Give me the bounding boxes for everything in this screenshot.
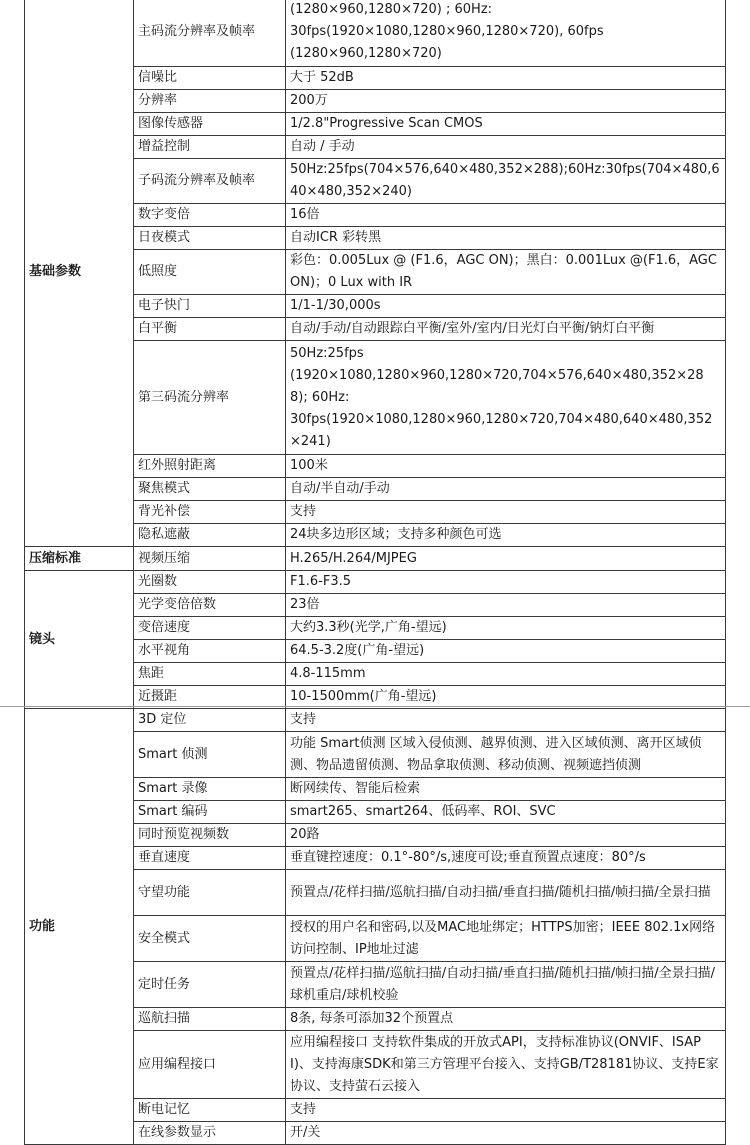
param-label: 隐私遮蔽 xyxy=(134,524,286,547)
param-label: 第三码流分辨率 xyxy=(134,341,286,455)
param-label: 红外照射距离 xyxy=(134,455,286,478)
category-label: 镜头 xyxy=(25,571,134,709)
param-value: 8条, 每条可添加32个预置点 xyxy=(286,1008,726,1031)
spec-row xyxy=(25,547,726,571)
param-label: Smart 录像 xyxy=(134,778,286,801)
spec-row xyxy=(25,0,726,67)
spec-table xyxy=(24,0,726,1145)
param-value: 断网续传、智能后检索 xyxy=(286,778,726,801)
param-label: 白平衡 xyxy=(134,318,286,341)
param-label: 巡航扫描 xyxy=(134,1008,286,1031)
param-value: 开/关 xyxy=(286,1122,726,1145)
param-value: 23倍 xyxy=(286,594,726,617)
category-label: 基础参数 xyxy=(25,0,134,547)
param-value: 64.5-3.2度(广角-望远) xyxy=(286,640,726,663)
param-label: 光圈数 xyxy=(134,571,286,594)
param-label: 日夜模式 xyxy=(134,227,286,250)
param-label: 光学变倍倍数 xyxy=(134,594,286,617)
param-value: 200万 xyxy=(286,90,726,113)
param-value: H.265/H.264/MJPEG xyxy=(286,547,726,571)
param-label: 应用编程接口 xyxy=(134,1031,286,1099)
param-value: 预置点/花样扫描/巡航扫描/自动扫描/垂直扫描/随机扫描/帧扫描/全景扫描 xyxy=(286,870,726,916)
param-label: 守望功能 xyxy=(134,870,286,916)
param-label: 近摄距 xyxy=(134,686,286,709)
category-label: 功能 xyxy=(25,709,134,1145)
spec-row xyxy=(25,571,726,594)
param-label: 低照度 xyxy=(134,250,286,295)
param-label: 增益控制 xyxy=(134,136,286,159)
param-label: 图像传感器 xyxy=(134,113,286,136)
param-value: 自动/半自动/手动 xyxy=(286,478,726,501)
param-label: 电子快门 xyxy=(134,295,286,318)
param-label: 分辨率 xyxy=(134,90,286,113)
param-label: 焦距 xyxy=(134,663,286,686)
param-value: (1280×960,1280×720) ; 60Hz: 30fps(1920×1080,1280×960,1280×720), 60fps (1280×960,1280×720) xyxy=(286,0,726,67)
param-label: 定时任务 xyxy=(134,962,286,1008)
param-value: 自动ICR 彩转黑 xyxy=(286,227,726,250)
param-value: 授权的用户名和密码,以及MAC地址绑定；HTTPS加密；IEEE 802.1x网络访问控制、IP地址过滤 xyxy=(286,916,726,962)
param-value: 20路 xyxy=(286,824,726,847)
param-value: 1/2.8"Progressive Scan CMOS xyxy=(286,113,726,136)
param-value: 垂直键控速度：0.1°-80°/s,速度可设;垂直预置点速度：80°/s xyxy=(286,847,726,870)
param-value: 50Hz:25fps(704×576,640×480,352×288);60Hz:30fps(704×480,640×480,352×240) xyxy=(286,159,726,204)
param-label: 变倍速度 xyxy=(134,617,286,640)
param-label: 聚焦模式 xyxy=(134,478,286,501)
param-label: 子码流分辨率及帧率 xyxy=(134,159,286,204)
param-value: 支持 xyxy=(286,709,726,732)
param-value: 4.8-115mm xyxy=(286,663,726,686)
param-label: 断电记忆 xyxy=(134,1099,286,1122)
param-label: 同时预览视频数 xyxy=(134,824,286,847)
param-label: 安全模式 xyxy=(134,916,286,962)
param-value: 应用编程接口 支持软件集成的开放式API，支持标准协议(ONVIF、ISAPI)、支持海康SDK和第三方管理平台接入、支持GB/T28181协议、支持E家协议、支持萤石云接入 xyxy=(286,1031,726,1099)
param-label: 信噪比 xyxy=(134,67,286,90)
param-label: 水平视角 xyxy=(134,640,286,663)
param-value: 自动 / 手动 xyxy=(286,136,726,159)
param-value: 10-1500mm(广角-望远) xyxy=(286,686,726,709)
spec-row xyxy=(25,709,726,732)
param-value: 24块多边形区域；支持多种颜色可选 xyxy=(286,524,726,547)
param-label: 主码流分辨率及帧率 xyxy=(134,0,286,67)
param-value: 彩色：0.005Lux @ (F1.6，AGC ON)；黑白：0.001Lux @(F1.6，AGC ON)；0 Lux with IR xyxy=(286,250,726,295)
param-label: Smart 编码 xyxy=(134,801,286,824)
param-value: 50Hz:25fps (1920×1080,1280×960,1280×720,704×576,640×480,352×288); 60Hz: 30fps(1920×1080,1280×960,1280×720,704×480,640×480,352×241) xyxy=(286,341,726,455)
param-value: 大约3.3秒(光学,广角-望远) xyxy=(286,617,726,640)
param-value: 1/1-1/30,000s xyxy=(286,295,726,318)
section-divider xyxy=(0,706,750,707)
param-value: 预置点/花样扫描/巡航扫描/自动扫描/垂直扫描/随机扫描/帧扫描/全景扫描/球机重启/球机校验 xyxy=(286,962,726,1008)
param-label: 垂直速度 xyxy=(134,847,286,870)
param-value: 支持 xyxy=(286,1099,726,1122)
param-value: 功能 Smart侦测 区域入侵侦测、越界侦测、进入区域侦测、离开区域侦测、物品遗留侦测、物品拿取侦测、移动侦测、视频遮挡侦测 xyxy=(286,732,726,778)
param-label: Smart 侦测 xyxy=(134,732,286,778)
param-label: 在线参数显示 xyxy=(134,1122,286,1145)
param-value: 支持 xyxy=(286,501,726,524)
category-label: 压缩标准 xyxy=(25,547,134,571)
param-label: 视频压缩 xyxy=(134,547,286,571)
param-value: smart265、smart264、低码率、ROI、SVC xyxy=(286,801,726,824)
param-value: F1.6-F3.5 xyxy=(286,571,726,594)
param-value: 100米 xyxy=(286,455,726,478)
param-label: 3D 定位 xyxy=(134,709,286,732)
param-value: 16倍 xyxy=(286,204,726,227)
param-value: 自动/手动/自动跟踪白平衡/室外/室内/日光灯白平衡/钠灯白平衡 xyxy=(286,318,726,341)
param-label: 背光补偿 xyxy=(134,501,286,524)
param-value: 大于 52dB xyxy=(286,67,726,90)
param-label: 数字变倍 xyxy=(134,204,286,227)
